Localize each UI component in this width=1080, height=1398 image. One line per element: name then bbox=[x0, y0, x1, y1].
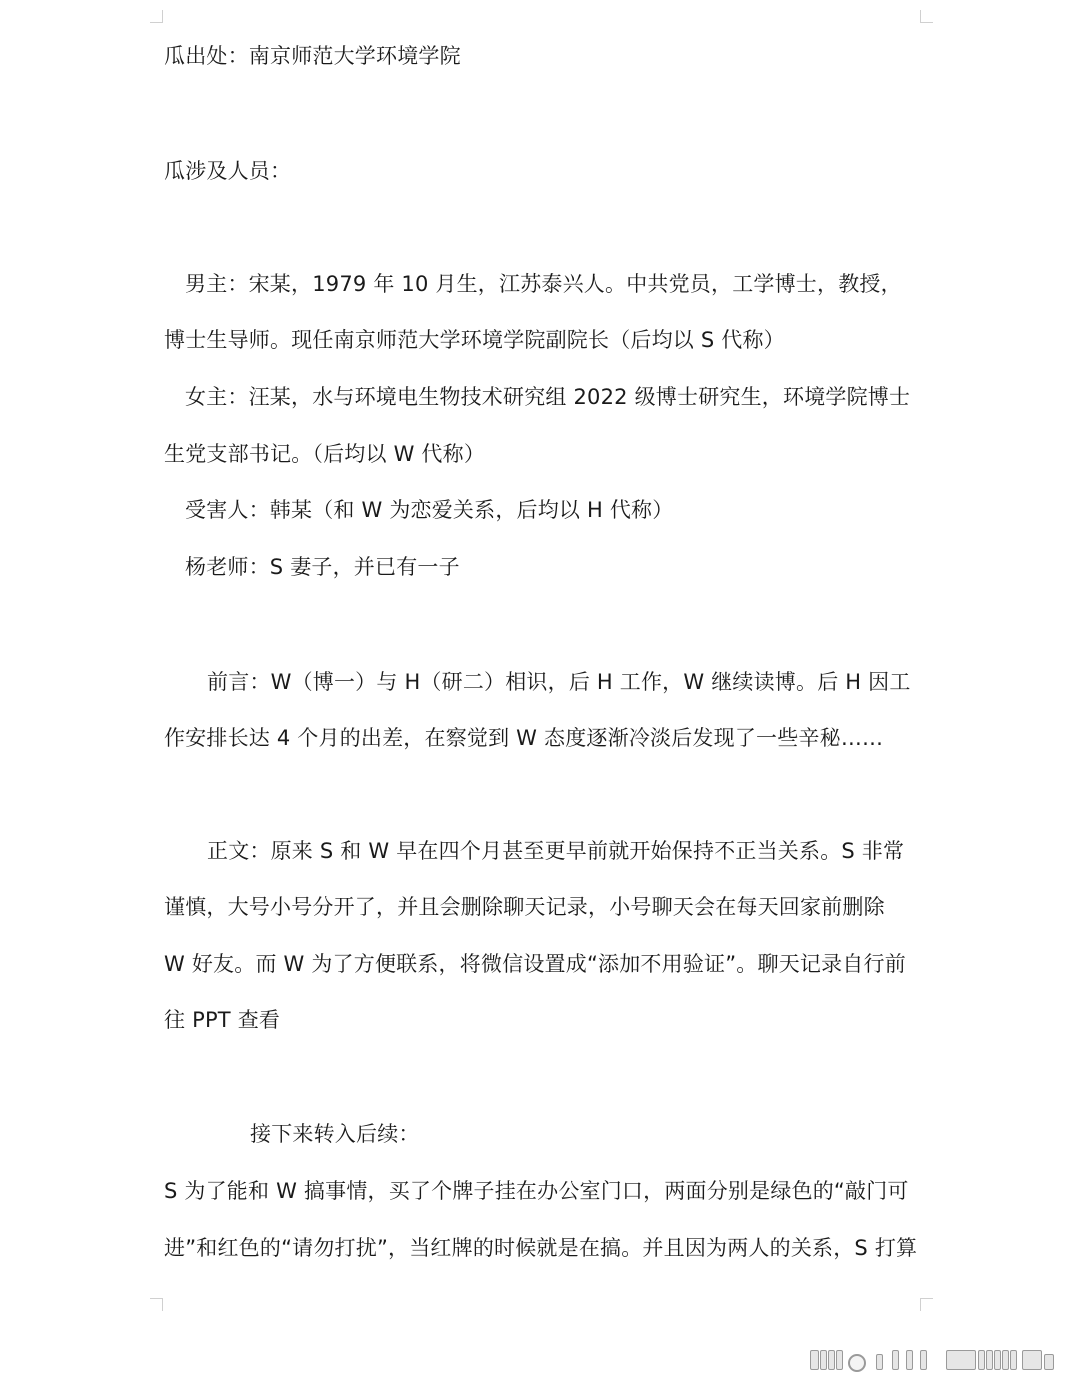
page-corner-mark bbox=[920, 10, 933, 23]
page-corner-mark bbox=[920, 1298, 933, 1311]
body-line-3: W 好友。而 W 为了方便联系，将微信设置成“添加不用验证”。聊天记录自行前 bbox=[164, 952, 906, 976]
people-heading: 瓜涉及人员： bbox=[164, 159, 292, 183]
female-lead-line-2: 生党支部书记。（后均以 W 代称） bbox=[164, 442, 486, 466]
teacher-yang-line: 杨老师：S 妻子，并已有一子 bbox=[185, 555, 460, 579]
body-line-1: 正文：原来 S 和 W 早在四个月甚至更早前就开始保持不正当关系。S 非常 bbox=[207, 839, 905, 863]
victim-line: 受害人：韩某（和 W 为恋爱关系，后均以 H 代称） bbox=[185, 498, 674, 522]
followup-heading: 接下来转入后续： bbox=[250, 1122, 420, 1146]
male-lead-line-1: 男主：宋某，1979 年 10 月生，江苏泰兴人。中共党员，工学博士，教授， bbox=[185, 272, 902, 296]
source-line: 瓜出处：南京师范大学环境学院 bbox=[164, 44, 461, 68]
body-line-4: 往 PPT 查看 bbox=[164, 1008, 281, 1032]
preface-line-1: 前言：W（博一）与 H（研二）相识，后 H 工作，W 继续读博。后 H 因工 bbox=[207, 670, 911, 694]
page-corner-mark bbox=[150, 1298, 163, 1311]
followup-line-1: S 为了能和 W 搞事情，买了个牌子挂在办公室门口，两面分别是绿色的“敲门可 bbox=[164, 1179, 909, 1203]
followup-line-2: 进”和红色的“请勿打扰”，当红牌的时候就是在搞。并且因为两人的关系，S 打算 bbox=[164, 1236, 918, 1260]
body-line-2: 谨慎，大号小号分开了，并且会删除聊天记录，小号聊天会在每天回家前删除 bbox=[164, 895, 885, 919]
watermark-logo bbox=[806, 1348, 1058, 1374]
female-lead-line-1: 女主：汪某，水与环境电生物技术研究组 2022 级博士研究生，环境学院博士 bbox=[185, 385, 911, 409]
page-corner-mark bbox=[150, 10, 163, 23]
male-lead-line-2: 博士生导师。现任南京师范大学环境学院副院长（后均以 S 代称） bbox=[164, 328, 785, 352]
preface-line-2: 作安排长达 4 个月的出差，在察觉到 W 态度逐渐冷淡后发现了一些辛秘…… bbox=[164, 726, 884, 750]
